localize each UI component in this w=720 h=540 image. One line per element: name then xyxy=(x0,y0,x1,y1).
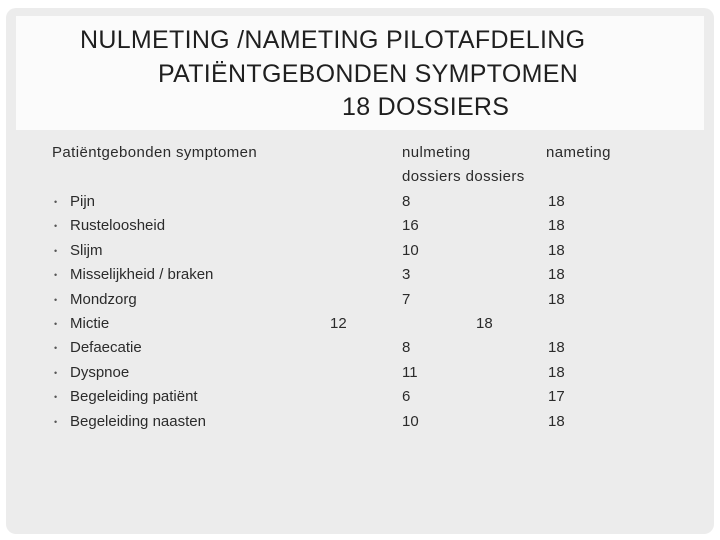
nameting-value: 18 xyxy=(548,290,565,308)
bullet-icon: • xyxy=(54,294,58,305)
nameting-value: 17 xyxy=(548,388,565,406)
bullet-icon: • xyxy=(54,245,58,256)
nameting-value: 18 xyxy=(548,339,565,357)
nameting-value: 18 xyxy=(548,266,565,284)
nulmeting-value: 8 xyxy=(402,193,411,210)
slide-title-line-1: NULMETING /NAMETING PILOTAFDELING xyxy=(80,26,586,54)
symptom-label: Pijn xyxy=(70,193,96,210)
header-dossiers: dossiers dossiers xyxy=(402,168,525,185)
nulmeting-value: 10 xyxy=(402,412,419,430)
nameting-value: 18 xyxy=(548,363,565,381)
header-nulmeting: nulmeting xyxy=(402,144,471,161)
symptom-label: Begeleiding patiënt xyxy=(70,388,198,406)
nameting-value: 18 xyxy=(548,217,565,235)
symptom-label: Defaecatie xyxy=(70,339,142,357)
nameting-value: 18 xyxy=(548,412,565,430)
bullet-icon: • xyxy=(54,343,58,354)
nameting-value: 18 xyxy=(476,315,493,332)
slide-title-line-3: 18 DOSSIERS xyxy=(342,93,510,121)
bullet-icon: • xyxy=(54,221,58,232)
nulmeting-value: 7 xyxy=(402,290,411,308)
symptom-label: Slijm xyxy=(70,241,103,259)
symptom-label: Misselijkheid / braken xyxy=(70,266,214,284)
slide-title-line-2: PATIËNTGEBONDEN SYMPTOMEN xyxy=(158,60,579,88)
symptom-label: Dyspnoe xyxy=(70,363,130,381)
symptom-label: Rusteloosheid xyxy=(70,217,166,235)
nulmeting-value: 8 xyxy=(402,339,411,357)
nulmeting-value: 6 xyxy=(402,388,411,406)
bullet-icon: • xyxy=(54,197,58,207)
nulmeting-value: 16 xyxy=(402,217,419,235)
nameting-value: 18 xyxy=(548,193,565,210)
header-nameting: nameting xyxy=(546,144,611,161)
symptom-label: Mondzorg xyxy=(70,290,137,308)
nulmeting-value: 3 xyxy=(402,266,411,284)
nulmeting-value: 12 xyxy=(330,315,347,332)
symptom-label: Mictie xyxy=(70,315,110,332)
nulmeting-value: 11 xyxy=(402,363,418,381)
bullet-icon: • xyxy=(54,367,58,378)
bullet-icon: • xyxy=(54,270,58,281)
symptom-label: Begeleiding naasten xyxy=(70,412,206,430)
header-symptoms: Patiëntgebonden symptomen xyxy=(52,144,258,161)
bullet-icon: • xyxy=(54,416,58,427)
bullet-icon: • xyxy=(54,319,58,329)
nulmeting-value: 10 xyxy=(402,241,419,259)
nameting-value: 18 xyxy=(548,241,565,259)
bullet-icon: • xyxy=(54,392,58,403)
